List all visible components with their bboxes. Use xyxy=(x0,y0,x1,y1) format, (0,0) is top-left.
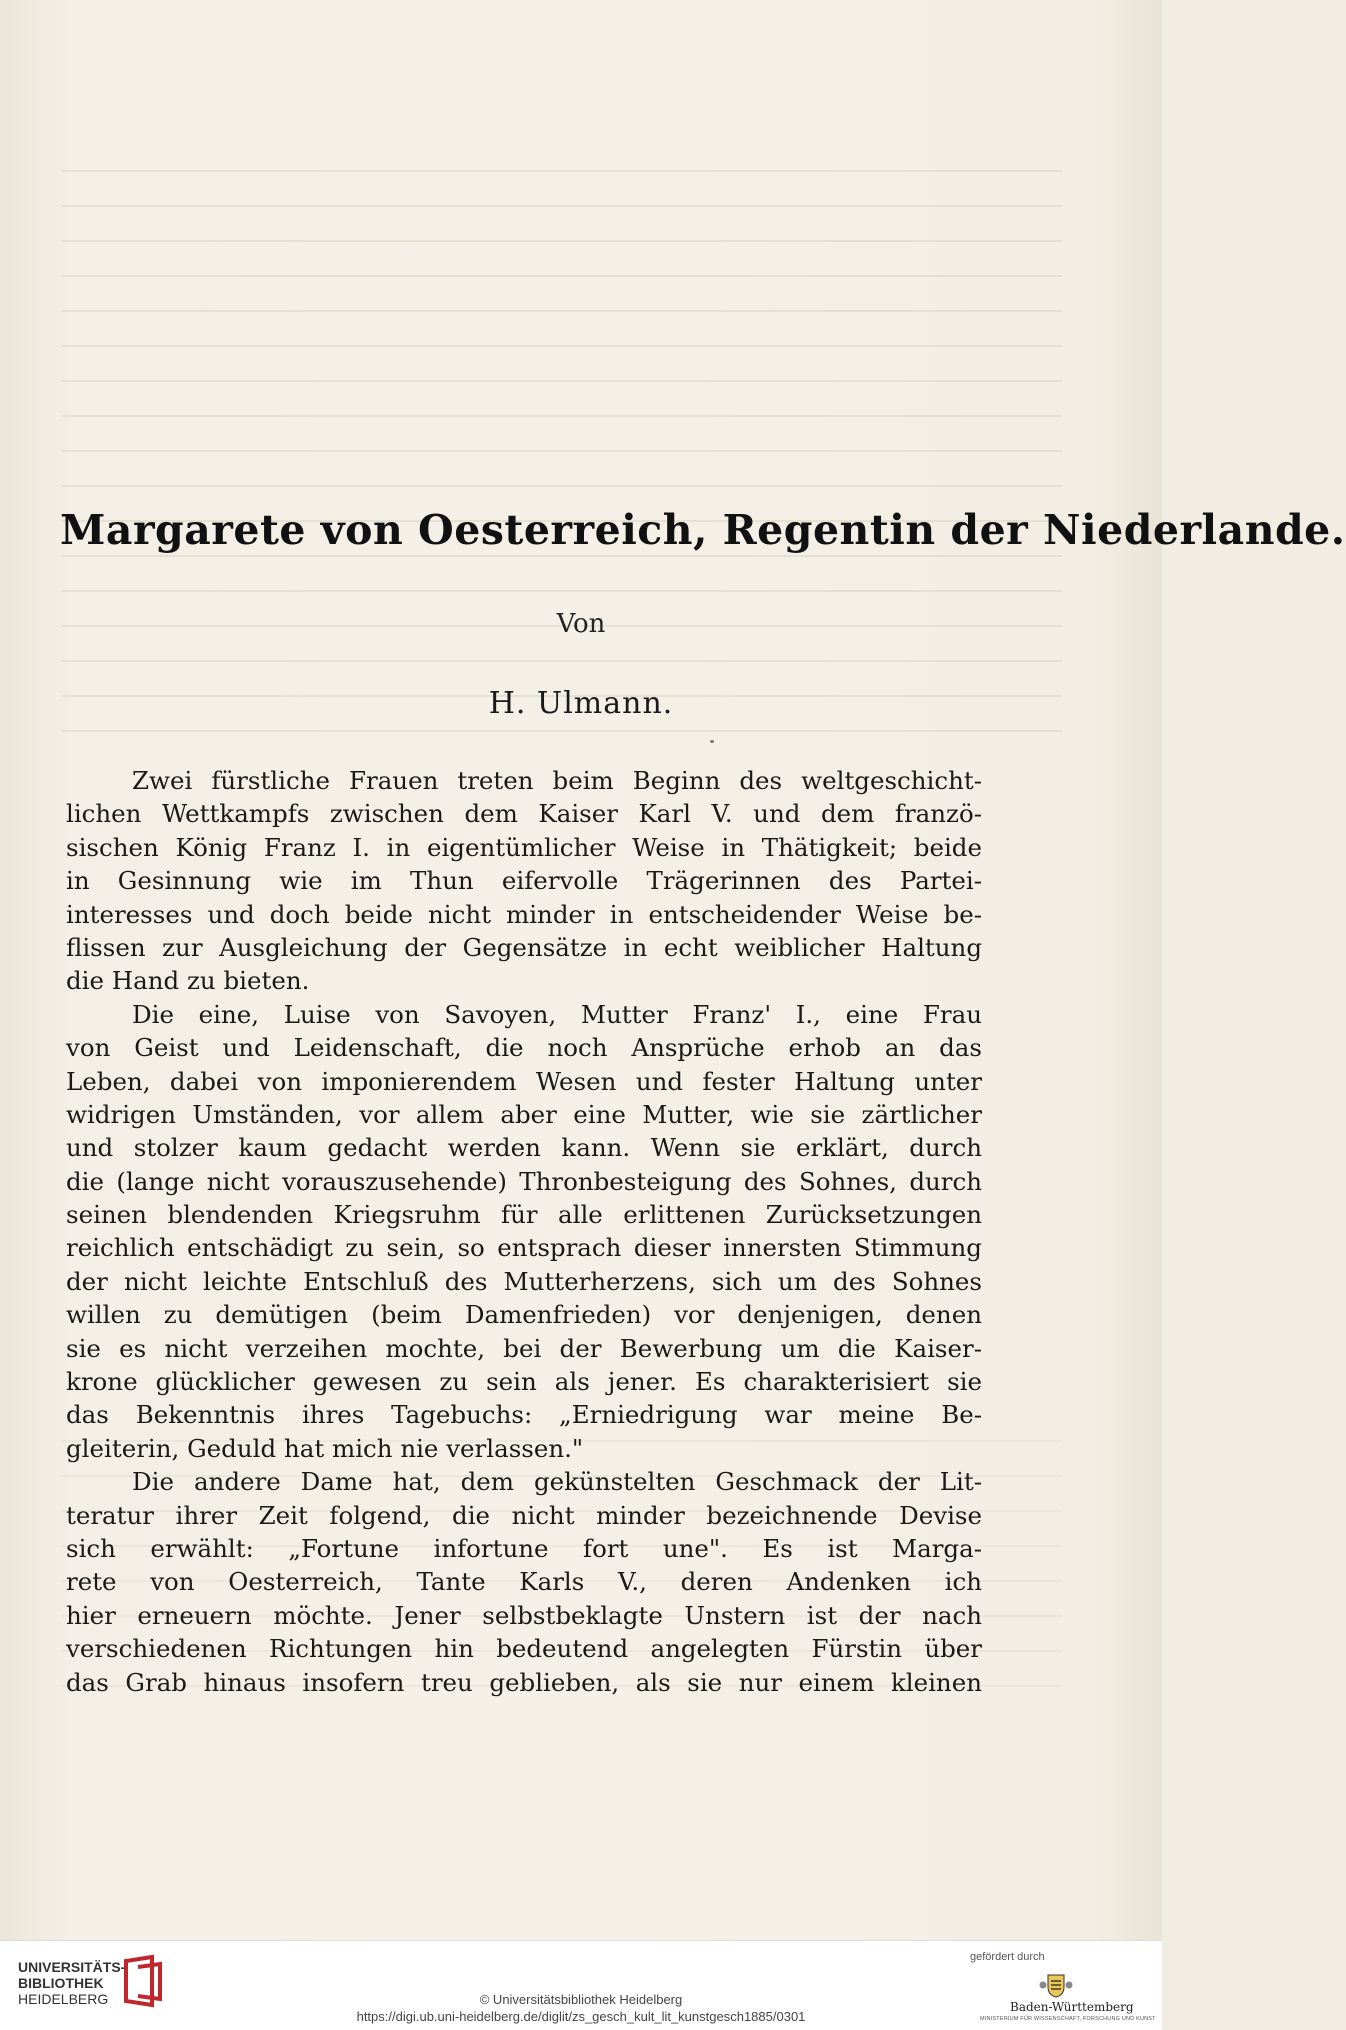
text-line: sich erwählt: „Fortune infortune fort une". Es ist Marga- xyxy=(66,1533,982,1563)
text-line: Leben, dabei von imponierendem Wesen und fester Haltung unter xyxy=(66,1066,982,1096)
text-line: Zwei fürstliche Frauen treten beim Beginn des weltgeschicht- xyxy=(132,766,982,795)
text-line: Die eine, Luise von Savoyen, Mutter Franz' I., eine Frau xyxy=(132,999,982,1029)
library-name-line-2: BIBLIOTHEK xyxy=(18,1975,104,1991)
text-line: verschiedenen Richtungen hin bedeutend angelegten Fürstin über xyxy=(66,1634,982,1664)
sponsor-label: gefördert durch xyxy=(970,1951,1045,1963)
text-line: reichlich entschädigt zu sein, so entsprach dieser innersten Stimmung xyxy=(66,1233,982,1263)
text-line: sischen König Franz I. in eigentümlicher Weise in Thätigkeit; beide xyxy=(66,832,982,862)
text-line: rete von Oesterreich, Tante Karls V., deren Andenken ich xyxy=(66,1567,982,1597)
library-name-line-3: HEIDELBERG xyxy=(18,1991,109,2007)
text-line: gleiterin, Geduld hat mich nie verlassen." xyxy=(66,1433,584,1463)
text-line: flissen zur Ausgleichung der Gegensätze in echt weiblicher Haltung xyxy=(66,932,982,962)
text-line: das Grab hinaus insofern treu geblieben, als sie nur einem kleinen xyxy=(66,1667,982,1697)
text-line: die (lange nicht vorauszusehende) Thronbesteigung des Sohnes, durch xyxy=(66,1166,982,1196)
text-line: von Geist und Leidenschaft, die noch Ansprüche erhob an das xyxy=(66,1033,982,1063)
text-line: die Hand zu bieten. xyxy=(66,966,310,996)
text-line: seinen blendenden Kriegsruhm für alle erlittenen Zurücksetzungen xyxy=(66,1200,982,1230)
text-line: krone glücklicher gewesen zu sein als jener. Es charakterisiert sie xyxy=(66,1367,982,1397)
text-line: das Bekenntnis ihres Tagebuchs: „Erniedrigung war meine Be- xyxy=(66,1400,982,1430)
text-line: lichen Wettkampfs zwischen dem Kaiser Karl V. und dem franzö- xyxy=(66,799,982,829)
text-line: und stolzer kaum gedacht werden kann. Wenn sie erklärt, durch xyxy=(66,1133,982,1163)
sponsor-name: Baden-Württemberg xyxy=(1010,2000,1134,2014)
byline: Von xyxy=(556,609,606,639)
text-line: in Gesinnung wie im Thun eifervolle Trägerinnen des Partei- xyxy=(66,866,982,896)
bleed-through-top xyxy=(62,170,1062,770)
body-text xyxy=(66,764,982,1699)
text-line: teratur ihrer Zeit folgend, die nicht minder bezeichnende Devise xyxy=(66,1500,982,1530)
article-title: Margarete von Oesterreich, Regentin der Niederlande. xyxy=(60,506,1346,554)
state-crest-icon xyxy=(1038,1971,1074,1999)
text-line: willen zu demütigen (beim Damenfrieden) vor denjenigen, denen xyxy=(66,1300,982,1330)
text-line: Die andere Dame hat, dem gekünstelten Geschmack der Lit- xyxy=(132,1467,982,1497)
viewer-footer xyxy=(0,1940,1162,2030)
text-line: sie es nicht verzeihen mochte, bei der Bewerbung um die Kaiser- xyxy=(66,1333,982,1363)
library-name-line-1: UNIVERSITÄTS- xyxy=(18,1959,126,1975)
text-line: interesses und doch beide nicht minder in entscheidender Weise be- xyxy=(66,899,982,929)
copyright-notice: © Universitätsbibliothek Heidelberg xyxy=(479,1992,683,2007)
author-name: H. Ulmann. xyxy=(488,686,674,721)
permalink-url[interactable]: https://digi.ub.uni-heidelberg.de/diglit/zs_gesch_kult_lit_kunstgesch1885/0301 xyxy=(356,2009,806,2024)
sponsor-ministry: MINISTERIUM FÜR WISSENSCHAFT, FORSCHUNG UND KUNST xyxy=(980,2016,1156,2022)
text-line: der nicht leichte Entschluß des Mutterherzens, sich um des Sohnes xyxy=(66,1266,982,1296)
text-line: hier erneuern möchte. Jener selbstbeklagte Unstern ist der nach xyxy=(66,1600,982,1630)
text-line: widrigen Umständen, vor allem aber eine Mutter, wie sie zärtlicher xyxy=(66,1099,982,1129)
ink-dot xyxy=(710,740,714,743)
